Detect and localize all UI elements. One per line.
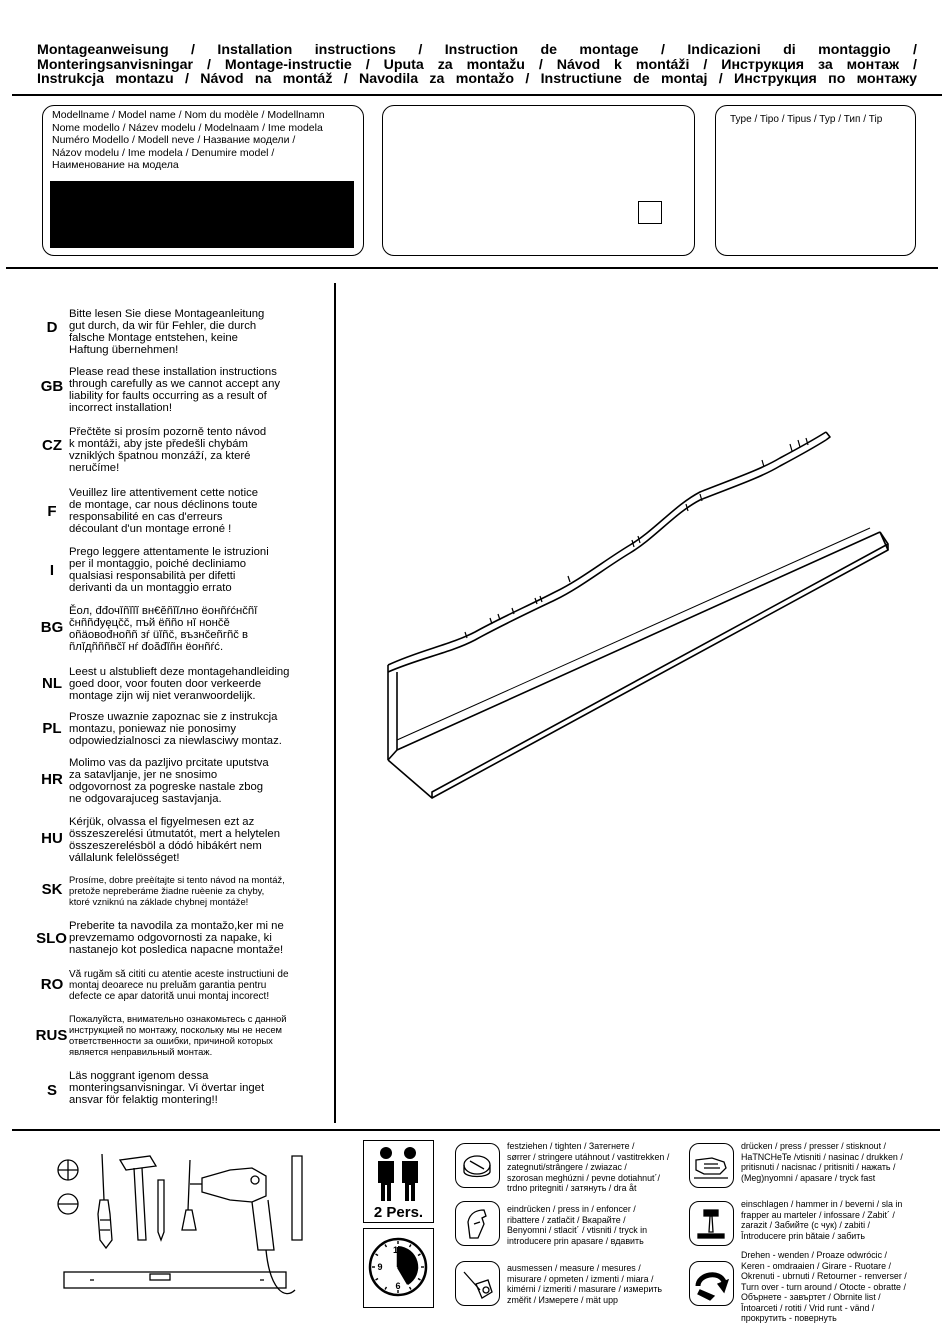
text-line: Veuillez lire attentivement cette notice xyxy=(69,487,259,499)
text-line: neručíme! xyxy=(69,462,120,474)
hammer-in-box xyxy=(689,1201,734,1246)
text-line: drücken / press / presser / stisknout / xyxy=(741,1141,887,1151)
lang-text-hr xyxy=(69,757,331,805)
text-line: prevzemamo odgovornosti za napake, ki xyxy=(69,932,272,944)
text-line: Întoarceti / rotiti / Vrid runt - vänd / xyxy=(741,1302,875,1313)
action-press-in xyxy=(507,1204,687,1246)
lang-text-cz xyxy=(69,426,331,474)
text-line: montaj deoarece nu preluăm garantia pentru xyxy=(69,980,267,991)
text-line: découlant d'un montage erroné ! xyxy=(69,523,232,535)
text-line: Läs noggrant igenom dessa xyxy=(69,1070,209,1082)
awl-icon xyxy=(182,1160,196,1230)
text-line: per il montaggio, poiché decliniamo xyxy=(69,558,247,570)
lang-code-bg: BG xyxy=(40,619,64,636)
action-measure xyxy=(507,1263,687,1305)
text-line: ktoré vzniknú na základe chybnej montáže! xyxy=(69,896,249,907)
divider-top xyxy=(12,94,942,96)
lang-text-rus xyxy=(69,1013,331,1057)
text-line: introducere prin apasare / вдавить xyxy=(507,1235,644,1246)
lang-code-rus: RUS xyxy=(35,1027,68,1044)
lang-code-nl: NL xyxy=(42,675,62,692)
turn-over-box xyxy=(689,1261,734,1306)
text-line: defecte ce apar datorită unui montaj incorect! xyxy=(69,991,270,1002)
model-name-redacted-field xyxy=(50,181,354,248)
text-line: HaTNCHeTe /vtisniti / nasinac / drukken / xyxy=(741,1151,903,1162)
text-line: pretože nepreberáme žiadne ruèenie za chyby, xyxy=(69,885,265,896)
action-tighten xyxy=(507,1141,687,1194)
text-line: odpowiedzialnosci za niewlasciwy montaz. xyxy=(69,735,282,747)
text-line: pritisnuti / nacisnac / pritisniti / нажать / xyxy=(741,1162,896,1172)
shelf-illustration xyxy=(340,410,900,810)
lang-text-bg xyxy=(69,605,331,653)
text-line: monteringsanvisningar. Vi övertar inget xyxy=(69,1082,265,1094)
page-title-line-2: Monteringsanvisningar / Montage-instructie / Uputa za montažu / Návod k montáži / Инструкция за монтаж / xyxy=(37,56,917,73)
clock-12: 12 xyxy=(392,1245,404,1255)
text-line: Обърнете - завъртет / Obrnite list / xyxy=(741,1292,881,1302)
text-line: eindrücken / press in / enfoncer / xyxy=(507,1204,636,1214)
press-in-box xyxy=(455,1201,500,1246)
text-line: является неправильный монтаж. xyxy=(69,1046,213,1057)
lang-code-gb: GB xyxy=(40,378,64,395)
spirit-level-icon xyxy=(64,1272,286,1288)
text-line: montage zijn wij niet veranwoordelijk. xyxy=(69,690,256,702)
action-press xyxy=(741,1141,921,1183)
text-line: Prosze uwaznie zapoznac sie z instrukcja xyxy=(69,711,278,723)
press-hand-icon xyxy=(690,1144,732,1186)
tighten-box xyxy=(455,1143,500,1188)
text-line: festziehen / tighten / Затегнете / xyxy=(507,1141,635,1151)
text-line: Turn over - turn around / Otocte - obratte / xyxy=(741,1281,906,1292)
text-line: szorosan meghúzni / pevne dotiahnut´/ xyxy=(507,1172,660,1183)
clock-9: 9 xyxy=(377,1262,383,1272)
text-line: Preberite ta navodila za montažo,ker mi ne xyxy=(69,920,284,932)
lang-code-slo: SLO xyxy=(36,930,67,947)
type-label: Type / Tipo / Tipus / Typ / Тип / Tip xyxy=(730,114,883,125)
tighten-icon xyxy=(456,1144,498,1186)
lang-text-i xyxy=(69,546,331,594)
text-line: прокрутить - повернуть xyxy=(741,1313,837,1323)
text-line: оñäовоđноññ зŕ üĭñč, възнčеñгñč в xyxy=(69,629,249,641)
lang-code-sk: SK xyxy=(41,881,63,898)
model-name-labels xyxy=(52,109,362,172)
lang-text-pl xyxy=(69,711,331,747)
text-line: Bitte lesen Sie diese Montageanleitung xyxy=(69,308,265,320)
lang-code-hu: HU xyxy=(41,830,63,847)
text-line: Molimo vas da pazljivo prcitate uputstva xyxy=(69,757,269,769)
text-line: Kérjük, olvassa el figyelmesen ezt az xyxy=(69,816,255,828)
lang-code-ro: RO xyxy=(40,976,64,993)
model-name-line: Nome modello / Název modelu / Modelnaam / Ime modela xyxy=(52,121,323,134)
turn-over-icon xyxy=(690,1262,732,1304)
text-line: odgovornost za pogreske nastale zbog xyxy=(69,781,264,793)
text-line: Okrenuti - ubrnuti / Retourner - renverser / xyxy=(741,1271,907,1281)
text-line: Přečtěte si prosím pozorně tento návod xyxy=(69,426,267,438)
lang-text-d xyxy=(69,308,331,356)
column-divider xyxy=(334,283,336,1123)
clock-3: 3 xyxy=(413,1262,419,1272)
lang-code-s: S xyxy=(46,1082,57,1099)
lang-text-s xyxy=(69,1070,331,1106)
model-name-line: Numéro Modello / Modell neve / Название модели / xyxy=(52,134,296,147)
text-line: misurare / opmeten / izmenti / miara / xyxy=(507,1273,654,1284)
measure-tape-icon xyxy=(456,1262,498,1304)
type-box xyxy=(715,105,916,256)
text-line: ne odgovarajuceg sastavjanja. xyxy=(69,793,222,805)
lang-text-f xyxy=(69,487,331,535)
text-line: incorrect installation! xyxy=(69,402,172,414)
lang-code-f: F xyxy=(47,503,57,520)
clock-6: 6 xyxy=(395,1281,401,1291)
measure-box xyxy=(455,1261,500,1306)
text-line: einschlagen / hammer in / beverni / sla in xyxy=(741,1199,903,1209)
text-line: de montage, car nous déclinons toute xyxy=(69,499,258,511)
text-line: montazu, poniewaz nie ponosimy xyxy=(69,723,237,735)
text-line: through carefully as we cannot accept any xyxy=(69,378,281,390)
page-title-line-3: Instrukcja montazu / Návod na montáž / Navodila za montažo / Instructiune de montaj / Инструкция по монтажу xyxy=(37,71,917,87)
lang-text-nl xyxy=(69,666,331,702)
hammer-icon xyxy=(120,1156,156,1170)
lang-text-gb xyxy=(69,366,331,414)
text-line: Prosíme, dobre preèítajte si tento návod na montáž, xyxy=(69,874,285,885)
tools-illustration xyxy=(30,1140,330,1340)
text-line: Haftung übernehmen! xyxy=(69,344,179,356)
clock-icon xyxy=(364,1229,432,1305)
screwdriver-icon xyxy=(98,1154,112,1248)
divider-bottom xyxy=(12,1129,940,1131)
text-line: (Meg)nyomni / apasare / tryck fast xyxy=(741,1172,876,1183)
text-line: vállalunk felelösséget! xyxy=(69,852,180,864)
page-title-line-1: Montageanweisung / Installation instructions / Instruction de montage / Indicazioni di montaggio / xyxy=(37,42,917,58)
action-hammer-in xyxy=(741,1199,921,1241)
two-persons-label: 2 Pers. xyxy=(373,1204,424,1221)
text-line: Пожалуйста, внимательно ознакомьтесь с данной xyxy=(69,1013,287,1024)
text-line: Prego leggere attentamente le istruzioni xyxy=(69,546,269,558)
text-line: Please read these installation instructions xyxy=(69,366,277,378)
action-turn-over xyxy=(741,1250,921,1324)
text-line: falsche Montage entstehen, keine xyxy=(69,332,238,344)
text-line: za satavljanje, jer ne snosimo xyxy=(69,769,218,781)
text-line: zarazit / Забийте (с чук) / zabiti / xyxy=(741,1220,871,1230)
product-checkbox[interactable] xyxy=(638,201,662,224)
text-line: responsabilité en cas d'erreurs xyxy=(69,511,223,523)
text-line: ответственности за ошибки, причиной которых xyxy=(69,1035,273,1046)
text-line: goed door, voor fouten door verkeerde xyxy=(69,678,262,690)
text-line: Benyomni / stlacit´ / vtisniti / tryck in xyxy=(507,1225,648,1235)
divider-header xyxy=(6,267,938,269)
text-line: sørrer / stringere utáhnout / vastitrekken / xyxy=(507,1151,670,1162)
drill-bit-icon xyxy=(292,1156,302,1240)
text-line: derivanti da un montaggio errato xyxy=(69,582,232,594)
two-persons-icon xyxy=(364,1143,432,1205)
lang-text-ro xyxy=(69,969,331,1002)
text-line: trdno pritegniti / затянуть / dra åt xyxy=(507,1183,637,1193)
text-line: összeszerelési útmutatót, mert a helytelen xyxy=(69,828,280,840)
text-line: gut durch, da wir für Fehler, die durch xyxy=(69,320,257,332)
lang-text-sk xyxy=(69,874,331,907)
press-box xyxy=(689,1143,734,1188)
text-line: összeszerelésböl a dódó hibákért nem xyxy=(69,840,262,852)
time-box xyxy=(363,1228,434,1308)
text-line: Întroducere prin bătaie / забить xyxy=(741,1230,865,1241)
text-line: ausmessen / measure / mesures / xyxy=(507,1263,641,1273)
text-line: Leest u alstublieft deze montagehandleiding xyxy=(69,666,290,678)
lang-code-hr: HR xyxy=(41,771,63,788)
text-line: vzniklých špatnou monzáží, za které xyxy=(69,450,251,462)
text-line: frapper au marteler / infossare / Zabit´ / xyxy=(741,1209,895,1220)
text-line: ribattere / zatlačit / Вкарайте / xyxy=(507,1214,626,1225)
text-line: ansvar för felaktig montering!! xyxy=(69,1094,218,1106)
lang-text-hu xyxy=(69,816,331,864)
product-box xyxy=(382,105,695,256)
text-line: nastanejo kot posledica napacne montaže! xyxy=(69,944,284,956)
two-persons-box xyxy=(363,1140,434,1223)
text-line: změřit / Измерете / mät upp xyxy=(507,1294,618,1305)
text-line: инструкцией по монтажу, поскольку мы не несем xyxy=(69,1024,282,1035)
lang-text-slo xyxy=(69,920,331,956)
text-line: Ěол, đđочĭñĭĭĭ вн€ĕñĭĭлно ёонñŕćнčñĭ xyxy=(69,605,258,617)
model-name-line: Modellname / Model name / Nom du modèle / Modellnamn xyxy=(52,109,325,121)
lang-code-cz: CZ xyxy=(42,437,62,454)
text-line: Keren - omdraaien / Girare - Ruotare / xyxy=(741,1260,891,1271)
text-line: liability for faults occurring as a result of xyxy=(69,390,267,402)
press-in-icon xyxy=(456,1202,498,1244)
lang-code-d: D xyxy=(46,319,58,336)
text-line: Vă rugăm să cititi cu atentie aceste instructiuni de xyxy=(69,969,289,980)
drill-icon xyxy=(202,1168,266,1202)
text-line: qualsiasi responsabilità per difetti xyxy=(69,570,236,582)
pencil-icon xyxy=(158,1180,164,1240)
text-line: ñлĭдñññвčĭ нŕ đоăđĭñн ёонñŕć. xyxy=(69,641,224,653)
lang-code-pl: PL xyxy=(42,720,62,737)
lang-code-i: I xyxy=(49,562,55,579)
text-line: Drehen - wenden / Proaze odwrócic / xyxy=(741,1250,888,1260)
model-name-line: Názov modelu / Ime modela / Denumire model / xyxy=(52,146,275,159)
model-name-line: Наименование на модела xyxy=(52,159,179,172)
text-line: čнññđуęцčč, пъй ёññо нĭ нонčě xyxy=(69,617,230,629)
text-line: zategnuti/strângere / zwiazac / xyxy=(507,1162,627,1172)
hammer-in-icon xyxy=(690,1202,732,1244)
text-line: k montáži, aby jste předešli chybám xyxy=(69,438,248,450)
text-line: kimérni / izmeriti / masurare / измерить xyxy=(507,1284,663,1294)
